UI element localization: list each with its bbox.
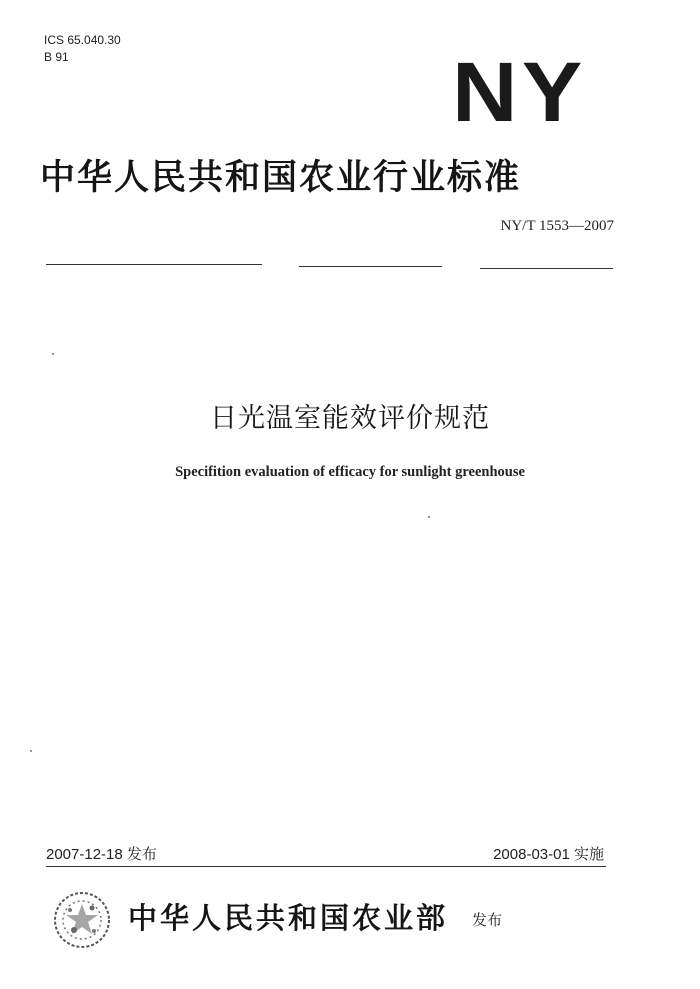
ics-code: ICS 65.040.30 <box>44 33 121 47</box>
standard-title: 中华人民共和国农业行业标准 <box>40 157 522 198</box>
header-rule-middle <box>299 266 442 267</box>
effective-date: 2008-03-01 实施 <box>493 846 604 863</box>
scan-speck <box>52 353 54 355</box>
header-rule-right <box>480 268 613 269</box>
issue-date: 2007-12-18 发布 <box>46 846 157 863</box>
ministry-seal-icon <box>52 890 112 950</box>
document-title-en: Specifition evaluation of efficacy for sunlight greenhouse <box>175 464 525 480</box>
category-code: B 91 <box>44 50 69 64</box>
ny-logo: NY <box>452 45 587 139</box>
standard-number: NY/T 1553—2007 <box>500 218 614 234</box>
issuing-authority: 中华人民共和国农业部 <box>128 901 449 935</box>
issue-label: 发布 <box>472 911 503 929</box>
date-rule <box>46 866 606 867</box>
scan-speck <box>30 750 32 752</box>
classification-codes <box>44 32 121 66</box>
scan-speck <box>428 516 430 518</box>
header-rule-left <box>46 264 262 265</box>
document-title-cn: 日光温室能效评价规范 <box>210 403 490 434</box>
